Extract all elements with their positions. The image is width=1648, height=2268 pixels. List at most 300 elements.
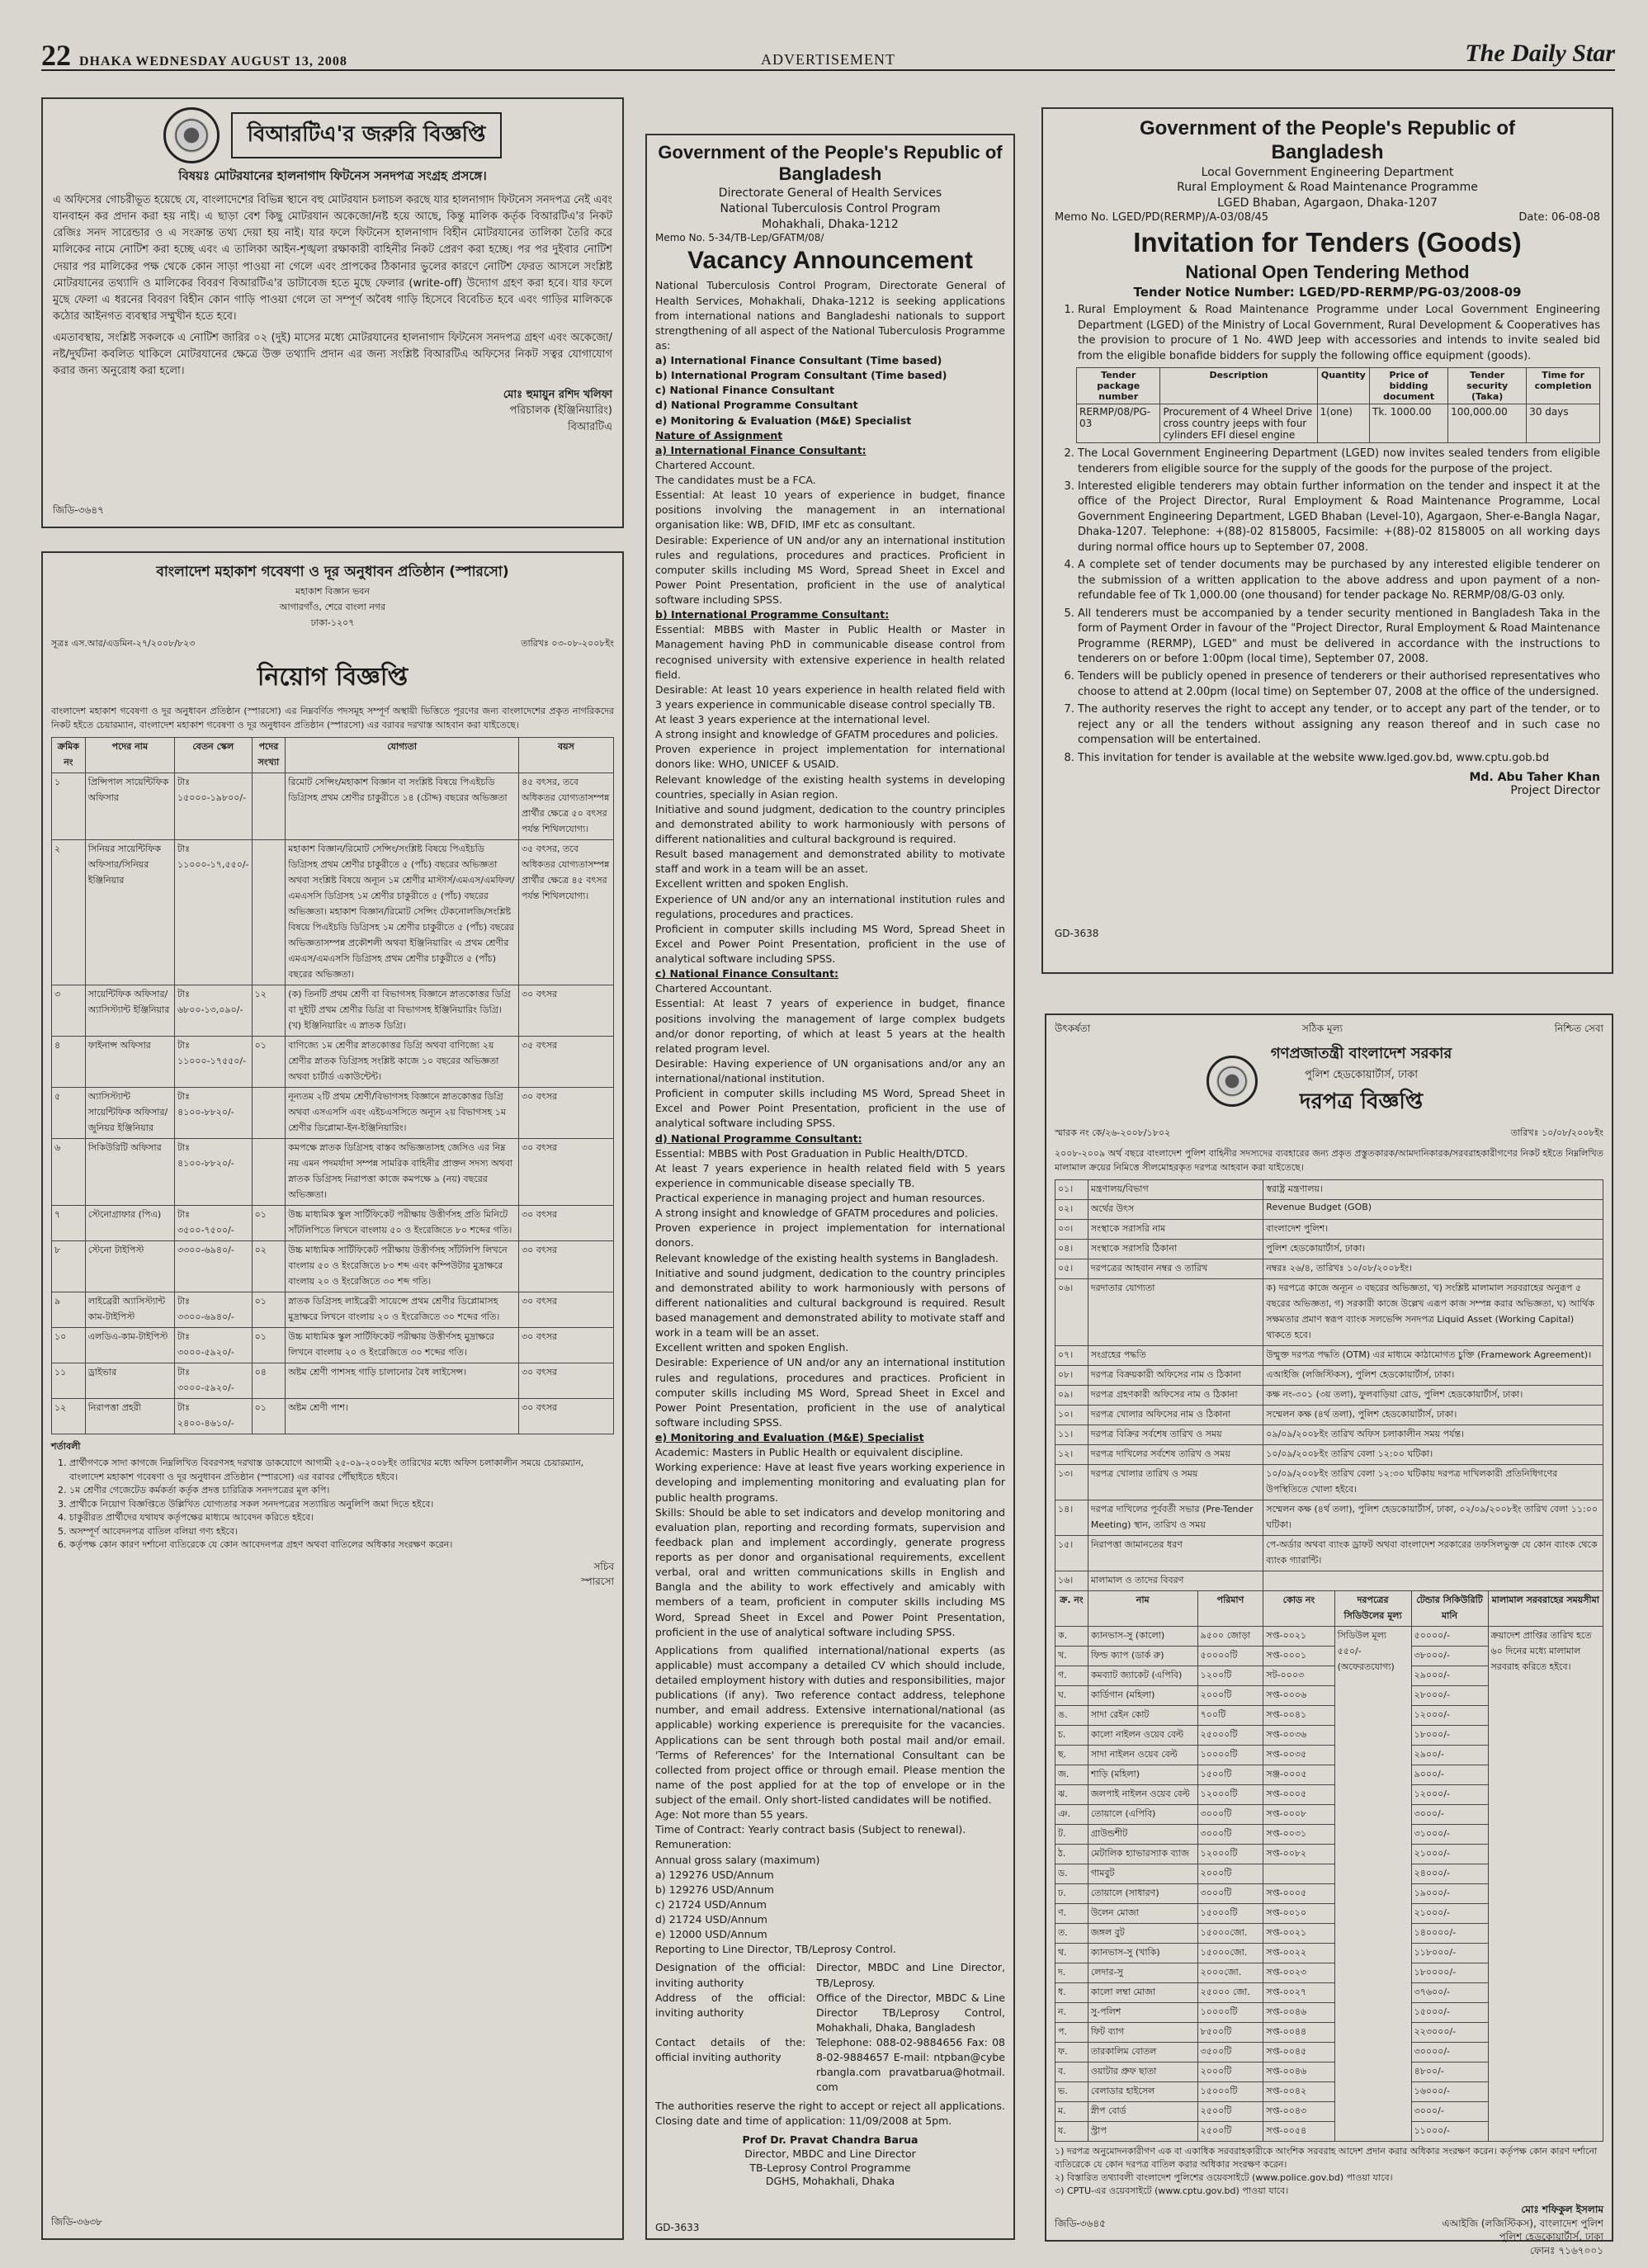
table-cell: ১৫০০০জো. xyxy=(1197,1924,1263,1944)
ntp-salary: e) 12000 USD/Annum xyxy=(655,1928,767,1941)
table-cell: ১৯০০০/- xyxy=(1411,1884,1488,1904)
table-cell: ৩০ বৎসর xyxy=(518,1363,613,1399)
table-row xyxy=(1055,1425,1603,1445)
ntp-section-line: Proven experience in project implementation for international donors like: WHO, UNICEF & USAID. xyxy=(655,743,1005,771)
table-cell: সংগ্রহের পদ্ধতি xyxy=(1088,1346,1263,1366)
table-cell: য. xyxy=(1055,2122,1088,2142)
table-cell: সপ্ত-০০০৮ xyxy=(1263,1805,1334,1825)
table-row xyxy=(1055,1180,1603,1200)
lged-item: 5. All tenderers must be accompanied by a tender security mentioned in Bangladesh Taka in the form of Payment Order in favour of the "Project Director, Rural Employment & Road Maintenance Programme (RERMP), LGED" and must be delivered in accordance with the instructions to tenderers on or before 1:00pm (local time), September 07, 2008. xyxy=(1078,607,1600,668)
table-cell: উচ্চ মাধ্যমিক স্কুল সার্টিফিকেট পরীক্ষায় উত্তীর্ণসহ মুদ্রাক্ষরে লিখনে বাংলায় ২০ ও ইংরেজিতে ৩০ শব্দের গতি। xyxy=(286,1328,519,1363)
table-cell: ০১ xyxy=(252,1328,286,1363)
table-cell: সপ্ত-০০৮২ xyxy=(1263,1845,1334,1864)
police-signer-phone: ফোনঃ ৭১৬৭০০১ xyxy=(1529,2245,1603,2257)
ntp-section-line: Experience of UN and/or any an international institution rules and regulations, procedures and practices. xyxy=(655,892,1005,920)
police-col-name: নাম xyxy=(1088,1591,1197,1627)
col-count: পদের সংখ্যা xyxy=(252,738,286,773)
table-cell: ১৫০০০জো. xyxy=(1197,1944,1263,1963)
ntp-memo: Memo No. 5-34/TB-Lep/GFATM/08/ xyxy=(655,232,824,244)
ntp-address-label: Address of the official inviting authority xyxy=(655,1991,803,2019)
table-row xyxy=(1055,1445,1603,1465)
ntp-signer: Prof Dr. Pravat Chandra Barua xyxy=(742,2133,918,2146)
lged-notice-number: Tender Notice Number: LGED/PD-RERMP/PG-03/2008-09 xyxy=(1133,285,1522,300)
table-cell: দরপত্র গ্রহণকারী অফিসের নাম ও ঠিকানা xyxy=(1088,1386,1263,1406)
table-cell: ১২০০০টি xyxy=(1197,1785,1263,1805)
table-cell: উন্মুক্ত দরপত্র পদ্ধতি (OTM) এর মাধ্যমে কাঠামোগত চুক্তি (Framework Agreement)। xyxy=(1263,1346,1603,1366)
brta-org: বিআরটিএ xyxy=(568,420,612,433)
table-cell: স্টেনোগ্রাফার (পিএ) xyxy=(85,1206,174,1241)
table-cell xyxy=(252,773,286,840)
ntp-section-line: A strong insight and knowledge of GFATM procedures and policies. xyxy=(655,1207,999,1220)
table-row xyxy=(1055,1259,1603,1279)
police-memo: স্মারক নং কে/২৬-২০০৮/১৮০২ xyxy=(1055,1127,1171,1138)
sparrso-address-3: ঢাকা-১২০৭ xyxy=(310,617,355,628)
list-item: 3. প্রার্থীকে নিয়োগ বিজ্ঞপ্তিতে উল্লিখিত যোগ্যতার সকল সনদপত্রের সত্যায়িত অনুলিপি জমা দিতে হইবে। xyxy=(69,1498,614,1512)
table-cell: তোয়ালে (সাধারণ) xyxy=(1088,1884,1197,1904)
ntp-salary: b) 129276 USD/Annum xyxy=(655,1883,774,1896)
table-cell: ৩৫০০টি xyxy=(1197,2043,1263,2062)
table-cell: ১১৮০০০/- xyxy=(1411,1944,1488,1963)
table-row xyxy=(52,1037,614,1088)
table-cell: ২৯০০০/- xyxy=(1411,1666,1488,1686)
table-cell: ণ. xyxy=(1055,1904,1088,1924)
table-cell: ১৫০০টি xyxy=(1197,1765,1263,1785)
table-cell: ৫ xyxy=(52,1088,86,1139)
table-cell: ২৫০০০টি xyxy=(1197,1726,1263,1746)
table-cell: অষ্টম শ্রেণী পাশসহ গাড়ি চালানোর বৈধ লাইসেন্স। xyxy=(286,1363,519,1399)
table-row xyxy=(52,1206,614,1241)
table-row xyxy=(52,1292,614,1328)
ntp-section-line: Desirable: At least 10 years experience in health related field with 3 years experience in communicable disease control specially TB. xyxy=(655,683,1005,711)
ntp-section xyxy=(655,443,1005,607)
table-cell: মালামাল ও তাদের বিবরণ xyxy=(1088,1571,1263,1591)
table-cell: রিমোট সেন্সিং/মহাকাশ বিজ্ঞান বা সংশ্লিষ্ট বিষয়ে পিএইচডি ডিগ্রিসহ প্রথম শ্রেণীর চাকুরীতে ১৪ (চৌদ্দ) বছরের অভিজ্ঞতা xyxy=(286,773,519,840)
table-cell: ৮৫০০টি xyxy=(1197,2023,1263,2043)
table-cell: ২১০০০/- xyxy=(1411,1904,1488,1924)
table-cell: ১২০০০/- xyxy=(1411,1785,1488,1805)
table-row xyxy=(52,1363,614,1399)
table-cell: সাদা রেইন কোট xyxy=(1088,1706,1197,1726)
lged-item: 2. The Local Government Engineering Department (LGED) now invites sealed tenders from eligible tenderers from eligible source for the supply of the goods for the purpose of the project. xyxy=(1078,447,1600,477)
sparrso-table xyxy=(51,737,614,1434)
brta-para-1: এ অফিসের গোচরীভূত হয়েছে যে, বাংলাদেশের বিভিন্ন স্থানে বহু মোটরযান চলাচল করছে যার হালনাগাদ ফিটনেস সনদপত্র নেই এবং যানবাহন কর প্রদান করা হয় নাই। এ ছাড়া বেশ কিছু মোটরযান অকেজো/নষ্ট হয়ে আছে, কিন্তু মালিক কর্তৃক বিআরটিএ'র নিকট রেজিঃ সনদ সারেন্ডার ও এ সংক্রান্ত তথ্য দেয়া হয় নাই। যার ফলে ফিটনেস হালনাগাদ বিহীন মোটরযানের তালিকা তৈরি করে মালিকের নামে নোটিশ করা হচ্ছে এবং এ তালিকা আইন-শৃঙ্খলা রক্ষাকারী বাহিনীর নিকট প্রেরণ করা হচ্ছে। পর পর দুইবার নোটিশ দেয়ার পর মালিকের পক্ষ থেকে কোন সাড়া পাওয়া না গেলে এবং প্রাপকের ঠিকানার ভুলের কারণে নোটিশ ফেরত আসলে সংশ্লিষ্ট মোটরযানের তথ্যাদি ও মালিকের বিবরণ বিআরটিএ'র ডাটাবেজ হতে মুছে ফেলার (write-off) উদ্যোগ গ্রহণ করা হবে। যার ফলে মুছে ফেলা এ ধরনের বিবরণ বিহীন কোন গাড়ি পাওয়া গেলে তা সম্পূর্ণ অবৈধ গাড়ি হিসেবে বিবেচিত হবে এবং গাড়ির মালিককে কঠোর আইনগত ব্যবস্থার সম্মুখীন হতে হবে। xyxy=(53,194,612,323)
lged-tender-notice xyxy=(1041,107,1613,974)
ntp-positions xyxy=(655,353,1005,428)
table-cell: ৫০০০০/- xyxy=(1411,1627,1488,1647)
table-cell: উচ্চ মাধ্যমিক স্কুল সার্টিফিকেট পরীক্ষায় উত্তীর্ণসহ প্রতি মিনিটে সাঁটলিপিতে লিখনে বাংলায় ৫০ ও ইংরেজিতে ৮০ শব্দের গতি। xyxy=(286,1206,519,1241)
police-signer-org: পুলিশ হেডকোয়ার্টার্স, ঢাকা xyxy=(1499,2231,1603,2243)
list-item: 5. অসম্পূর্ণ আবেদনপত্র বাতিল বলিয়া গণ্য হইবে। xyxy=(69,1525,614,1539)
table-row xyxy=(1055,1386,1603,1406)
police-footer-3: ৩) CPTU-এর ওয়েবসাইটে (www.cptu.gov.bd) পাওয়া যাবে। xyxy=(1055,2185,1289,2196)
table-cell: দ. xyxy=(1055,1963,1088,1983)
lged-cell-security: 100,000.00 xyxy=(1448,404,1527,443)
table-cell: ০৮। xyxy=(1055,1366,1088,1386)
table-cell: ঢ. xyxy=(1055,1884,1088,1904)
ntp-reporting: Reporting to Line Director, TB/Leprosy Control. xyxy=(655,1943,896,1956)
table-cell: লেদার-সু xyxy=(1088,1963,1197,1983)
lged-item: 4. A complete set of tender documents may be purchased by any interested eligible tenderer on the submission of a written application to the above address and upon payment of a non-refundable fee of Tk 1,000.00 (one thousand) for tender package No. RERMP/08/G-03 only. xyxy=(1078,558,1600,603)
ntp-contact-label: Contact details of the official inviting authority xyxy=(655,2036,803,2064)
lged-table xyxy=(1076,367,1600,443)
table-cell: সম্মেলন কক্ষ (৪র্থ তলা), পুলিশ হেডকোয়ার্টার্স, ঢাকা। xyxy=(1263,1406,1603,1425)
ntp-signer-4: DGHS, Mohakhali, Dhaka xyxy=(765,2175,895,2188)
table-cell: ০১ xyxy=(252,1292,286,1328)
police-tag-center: সঠিক মূল্য xyxy=(1301,1023,1343,1034)
table-cell: টাঃ ৪১০০-৮৮২০/- xyxy=(174,1088,252,1139)
table-cell: সপ্ত-০০৫৪ xyxy=(1263,2122,1334,2142)
lged-col-time: Time for completion xyxy=(1527,368,1600,404)
police-tender-notice xyxy=(1045,1014,1613,2257)
sparrso-intro: বাংলাদেশ মহাকাশ গবেষণা ও দূর অনুধাবন প্রতিষ্ঠান (স্পারসো) এর নিম্নবর্ণিত পদসমূহ সম্পূর্ণ অস্থায়ী ভিত্তিতে পূরণের জন্য বাংলাদেশের প্রকৃত নাগরিকদের নিকট হইতে চেয়ারম্যান, বাংলাদেশ মহাকাশ গবেষণা ও দূর অনুধাবন প্রতিষ্ঠান (স্পারসো) এর বরাবর দরখাস্ত আহবান করা যাইতেছে। xyxy=(51,706,614,731)
lged-cell-time: 30 days xyxy=(1527,404,1600,443)
table-cell: ক. xyxy=(1055,1627,1088,1647)
ntp-section-line: Working experience: Have at least five years working experience in developing and implementing monitoring and evaluating plan for public health programs. xyxy=(655,1461,1005,1504)
lged-signer-title: Project Director xyxy=(1510,784,1600,798)
table-row xyxy=(1055,1200,1603,1220)
table-cell: ত. xyxy=(1055,1924,1088,1944)
table-cell: নিরাপত্তা প্রহরী xyxy=(85,1399,174,1434)
ntp-salary: c) 21724 USD/Annum xyxy=(655,1897,767,1911)
table-row xyxy=(52,1088,614,1139)
table-cell: সপ্ত-০০২২ xyxy=(1263,1944,1334,1963)
table-cell: সপ্ত-০০২১ xyxy=(1263,1627,1334,1647)
table-cell: মেটালিক হ্যাভারস্যাক ব্যাজ xyxy=(1088,1845,1197,1864)
ntp-section-line: A strong insight and knowledge of GFATM procedures and policies. xyxy=(655,728,999,741)
table-cell: স্ট্রাপ xyxy=(1088,2122,1197,2142)
table-cell: সঞ্জ-০০০৫ xyxy=(1263,1765,1334,1785)
police-col-schedule: দরপত্রের সিডিউলের মূল্য xyxy=(1334,1591,1411,1627)
ntp-section-line: Desirable: Having experience of UN organisations and/or any an international/national institution. xyxy=(655,1056,1005,1085)
lged-gov: Government of the People's Republic of Bangladesh xyxy=(1139,117,1516,163)
table-cell: ১২০০টি xyxy=(1197,1666,1263,1686)
table-cell: ১২। xyxy=(1055,1445,1088,1465)
ntp-address-value: Office of the Director, MBDC & Line Director TB/Leprosy Control, Mohakhali, Dhaka, Bangladesh xyxy=(816,1991,1005,2034)
table-cell: ঠ. xyxy=(1055,1845,1088,1864)
sparrso-code: জিডি-৩৬৩৮ xyxy=(51,2216,102,2228)
table-cell: ফাইনান্স অফিসার xyxy=(85,1037,174,1088)
table-cell: ২০০০জো. xyxy=(1197,1963,1263,1983)
table-cell: ২২৩০০০/- xyxy=(1411,2023,1488,2043)
table-cell: ড. xyxy=(1055,1864,1088,1884)
table-cell: ১৮০০০০/- xyxy=(1411,1963,1488,1983)
table-row xyxy=(52,1399,614,1434)
table-cell: সু-পলিশ xyxy=(1088,2003,1197,2023)
lged-memo: Memo No. LGED/PD(RERMP)/A-03/08/45 xyxy=(1055,211,1268,224)
table-cell: ১০/০৯/২০০৮ইং তারিখ বেলা ১২:০০ ঘটিকা। xyxy=(1263,1445,1603,1465)
ntp-position: d) National Programme Consultant xyxy=(655,399,858,412)
ntp-time: Time of Contract: Yearly contract basis (Subject to renewal). xyxy=(655,1823,966,1836)
ntp-position: c) National Finance Consultant xyxy=(655,384,835,397)
table-cell: সপ্ত-০০৪৩ xyxy=(1263,2102,1334,2122)
table-cell: ১৩। xyxy=(1055,1465,1088,1500)
table-cell: ট. xyxy=(1055,1825,1088,1845)
table-cell: সিকিউরিটি অফিসার xyxy=(85,1139,174,1206)
table-cell: শাড়ি (মহিলা) xyxy=(1088,1765,1197,1785)
table-cell: লাইব্রেরী অ্যাসিস্ট্যান্ট কাম-টাইপিস্ট xyxy=(85,1292,174,1328)
table-cell: ০৯। xyxy=(1055,1386,1088,1406)
sparrso-title: বাংলাদেশ মহাকাশ গবেষণা ও দূর অনুধাবন প্রতিষ্ঠান (স্পারসো) xyxy=(156,564,509,580)
ntp-contact-value: Telephone: 088-02-9884656 Fax: 088-02-9884657 E-mail: ntpban@cyberbangla.com pravatbarua@hotmail.com xyxy=(816,2036,1005,2094)
table-cell: ক্যানভাস-সু (কালো) xyxy=(1088,1627,1197,1647)
sparrso-notice xyxy=(41,551,624,2240)
sparrso-conditions xyxy=(51,1457,614,1552)
table-cell: ৩০ বৎসর xyxy=(518,1292,613,1328)
brta-signer: মোঃ হুমায়ুন রশিদ খলিফা xyxy=(503,388,612,401)
table-cell: টাঃ ৪১০০-৮৮২০/- xyxy=(174,1139,252,1206)
table-cell: ঞ. xyxy=(1055,1805,1088,1825)
ntp-position: e) Monitoring & Evaluation (M&E) Specialist xyxy=(655,413,912,427)
ntp-code: GD-3633 xyxy=(655,2222,700,2233)
table-cell: ৪ xyxy=(52,1037,86,1088)
table-row xyxy=(1055,1240,1603,1259)
table-cell: মন্ত্রণালয়/বিভাগ xyxy=(1088,1180,1263,1200)
police-signer-title: এআইজি (লজিস্টিকস), বাংলাদেশ পুলিশ xyxy=(1442,2217,1603,2229)
table-cell: সপ্ত-০০০৫ xyxy=(1263,1884,1334,1904)
table-cell: ৩০০০০/- xyxy=(1411,2043,1488,2062)
ntp-position: a) International Finance Consultant (Time based) xyxy=(655,354,942,367)
table-cell: ০২। xyxy=(1055,1200,1088,1220)
table-cell: ফিল্ড ক্যাপ (ডার্ক রু) xyxy=(1088,1647,1197,1666)
table-cell: নূন্যতম ২টি প্রথম শ্রেণী/বিভাগসহ বিজ্ঞানে স্নাতকোত্তর ডিগ্রি অথবা এসএসসি এবং এইচএসসিতে অন্যূন ২য় বিভাগসহ ১ম শ্রেণীর ডিপ্লোমা-ইন-ইঞ্জিনিয়ারিং। xyxy=(286,1088,519,1139)
table-cell: দরদাতার যোগ্যতা xyxy=(1088,1279,1263,1346)
sparrso-org: স্পারসো xyxy=(580,1575,614,1587)
table-cell: সপ্ত-০০৩৫ xyxy=(1263,1746,1334,1765)
ntp-apply: Applications from qualified international/national experts (as applicable) must accompany a detailed CV which should include, detailed employment history with duties and responsibilities, major publications (if any). Two reference contact address, telephone number, and email address. Extensive international/national (as applicable) working experience is prerequisite for the vacancies. Applications can be sent through both postal mail and/or email. 'Terms of References' for the International Consultant can be collected from project office or through email. Please mention the name of the post applied for at the top of envelope or in the subject of the email. Only short-listed candidates will be notified. xyxy=(655,1643,1005,1807)
table-cell: উলেন মোজা xyxy=(1088,1904,1197,1924)
table-row xyxy=(52,1139,614,1206)
table-cell: টাঃ ২৪০০-৪৬১০/- xyxy=(174,1399,252,1434)
table-cell: ৩৭৬০০/- xyxy=(1411,1983,1488,2003)
table-cell: ২৪০০০/- xyxy=(1411,1864,1488,1884)
table-cell: জঙ্গল বুট xyxy=(1088,1924,1197,1944)
ntp-section-line: Initiative and sound judgment, dedication to the country principles and demonstrated ability to work harmoniously with persons of different nationalities and cultural background is required. Result based management and demonstrated ability to motivate staff and work in a team will be an asset. xyxy=(655,1266,1005,1340)
ntp-l1: Directorate General of Health Services xyxy=(718,186,942,200)
table-cell: খ. xyxy=(1055,1647,1088,1666)
lged-cell-quantity: 1(one) xyxy=(1317,404,1369,443)
list-item: 2. ১ম শ্রেণীর গেজেটেড কর্মকর্তা কর্তৃক প্রদত্ত চারিত্রিক সনদপত্রের মূল কপি। xyxy=(69,1484,614,1498)
table-row xyxy=(1055,1571,1603,1591)
table-cell: ১৪। xyxy=(1055,1500,1088,1536)
ntp-section xyxy=(655,607,1005,966)
sparrso-conditions-label: শর্তাবলী xyxy=(51,1441,81,1453)
ntp-section-line: Academic: Masters in Public Health or equivalent discipline. xyxy=(655,1446,964,1459)
table-row xyxy=(1055,1220,1603,1240)
table-cell: ২০০০টি xyxy=(1197,2062,1263,2082)
police-gov: গণপ্রজাতন্ত্রী বাংলাদেশ সরকার xyxy=(1270,1045,1452,1062)
table-cell xyxy=(252,840,286,985)
lged-item-1: 1. Rural Employment & Road Maintenance Programme under Local Government Engineering Department (LGED) of the Ministry of Local Government, Rural Development & Cooperatives has the provision to procure of 1 No. 4WD Jeep with accessories and intends to invite sealed bid from the eligible bonafide bidders for supply the following office equipment (goods). xyxy=(1078,303,1600,364)
table-row xyxy=(52,840,614,985)
table-row xyxy=(1055,1465,1603,1500)
table-cell: ০৪ xyxy=(252,1363,286,1399)
table-cell: ২১০০০/- xyxy=(1411,1845,1488,1864)
table-cell: (ক) তিনটি প্রথম শ্রেণী বা বিভাগসহ বিজ্ঞানে স্নাতকোত্তর ডিগ্রি বা দুইটি প্রথম শ্রেণীর ডিগ্রি বা বিভাগসহ ইঞ্জিনিয়ারিং ডিগ্রি। (খ) ইঞ্জিনিয়ারিং এ স্নাতক ডিগ্রি। xyxy=(286,985,519,1037)
table-cell: সপ্ত-০০২৭ xyxy=(1263,1983,1334,2003)
table-row xyxy=(1055,1366,1603,1386)
table-cell: ০১ xyxy=(252,1206,286,1241)
table-cell: ফিট ব্যাগ xyxy=(1088,2023,1197,2043)
table-cell: সপ্ত-০০১০ xyxy=(1263,1904,1334,1924)
table-cell: তোয়ালে (এপিবি) xyxy=(1088,1805,1197,1825)
ntp-section-line: Essential: At least 7 years of experience in budget, finance positions involving the management of large complex budgets and/or donor reporting, of which at least 5 years at the health related program level. xyxy=(655,997,1005,1055)
table-cell: মহাকাশ বিজ্ঞান/রিমোট সেন্সিং/সংশ্লিষ্ট বিষয়ে পিএইচডি ডিগ্রিসহ প্রথম শ্রেণীর চাকুরীতে ৫ (পাঁচ) বছরের অভিজ্ঞতা অথবা সংশ্লিষ্ট বিষয়ে অন্যূন ১ম শ্রেণীর মাস্টার্স/এমএস/এমফিল/এমএসসি ডিগ্রিসহ ১ম শ্রেণীর চাকুরীতে ৫ (পাঁচ) বছরের অভিজ্ঞতা। মহাকাশ বিজ্ঞান/রিমোট সেন্সিং টেকনোলজি/সংশ্লিষ্ট বিষয়ে পিএইচডি ডিগ্রিসহ ১ম শ্রেণীর চাকুরীতে ৫ (পাঁচ) বছরের অভিজ্ঞতাসম্পন্ন প্রকৌশলী অথবা ইঞ্জিনিয়ারিং এ প্রথম শ্রেণীর এমএস/এমএসসি ডিগ্রিসহ প্রথম শ্রেণীর চাকুরীতে ৫ (পাঁচ) বছরের অভিজ্ঞতা। xyxy=(286,840,519,985)
ntp-section xyxy=(655,1430,1005,1640)
ntp-section-line: Chartered Accountant. xyxy=(655,982,772,995)
table-cell: ১৫০০০টি xyxy=(1197,2082,1263,2102)
table-row xyxy=(52,1241,614,1292)
table-cell: ১৬। xyxy=(1055,1571,1088,1591)
table-cell: স্বরাষ্ট্র মন্ত্রণালয়। xyxy=(1263,1180,1603,1200)
lged-col-description: Description xyxy=(1160,368,1317,404)
table-cell: ছ. xyxy=(1055,1746,1088,1765)
table-cell: সপ্ত-০০৩১ xyxy=(1263,1825,1334,1845)
table-cell: কক্ষ নং-৩০১ (৩য় তলা), ফুলবাড়িয়া রোড, পুলিশ হেডকোয়ার্টার্স, ঢাকা। xyxy=(1263,1386,1603,1406)
ntp-section-line: Desirable: Experience of UN and/or any an international institution rules and regulations, procedures and practices. Proficient in computer skills including MS Word, Spread Sheet in Excel and Power Point Presentation, proficient in the use of analytical software including SPSS. xyxy=(655,533,1005,607)
police-delivery: ক্রয়াদেশ প্রাপ্তির তারিখ হতে ৬০ দিনের মধ্যে মালামাল সরবরাহ করিতে হইবে। xyxy=(1488,1627,1603,2142)
table-row xyxy=(52,1328,614,1363)
lged-item: 7. The authority reserves the right to accept any tender, or to accept any part of the tender, or to reject any or all the tenders without assigning any reason thereof and in such case no compensation will be entertained. xyxy=(1078,702,1600,748)
table-cell: নিরাপত্তা জামানতের ধরণ xyxy=(1088,1536,1263,1571)
table-cell: পুলিশ হেডকোয়ার্টার্স, ঢাকা। xyxy=(1263,1240,1603,1259)
lged-table-row xyxy=(1077,404,1600,443)
table-cell: সপ্ত-০০৪৬ xyxy=(1263,2062,1334,2082)
ntp-section-head: b) International Programme Consultant: xyxy=(655,608,890,621)
ntp-l3: Mohakhali, Dhaka-1212 xyxy=(762,217,899,231)
ntp-gov: Government of the People's Republic of Bangladesh xyxy=(658,142,1003,185)
lged-title: Invitation for Tenders (Goods) xyxy=(1133,227,1522,258)
table-cell: ৩০ বৎসর xyxy=(518,1088,613,1139)
table-cell: ৩০০০টি xyxy=(1197,1805,1263,1825)
table-cell: ০১ xyxy=(252,1399,286,1434)
table-cell: সট-০০০৩ xyxy=(1263,1666,1334,1686)
table-cell: ১৬০০০/- xyxy=(1411,2082,1488,2102)
table-cell: ৮ xyxy=(52,1241,86,1292)
police-emblem-icon xyxy=(1206,1056,1258,1107)
police-col-delivery: মালামাল সরবরাহের সময়সীমা xyxy=(1488,1591,1603,1627)
ntp-section-line: Skills: Should be able to set indicators and develop monitoring and evaluation plan, reporting and recording formats, supervision and feedback plan and implement accordingly, generate progress reports as per donor and organisational requirements, excellent verbal, oral and written communications skills in English and Bangla and the ability to work effectively and amicably with members of a team, proficient in computer skills including MS Word, Spread Sheet in Excel and Power Point Presentation, proficient in the use of analytical software including SPSS. xyxy=(655,1505,1005,1638)
table-cell: ৯৫০০ জোড়া xyxy=(1197,1627,1263,1647)
ntp-salary: a) 129276 USD/Annum xyxy=(655,1868,774,1881)
col-post: পদের নাম xyxy=(85,738,174,773)
table-cell: সপ্ত-০০২৩ xyxy=(1263,1963,1334,1983)
table-cell: ৩৫ বৎসর xyxy=(518,1037,613,1088)
ntp-position: b) International Program Consultant (Time based) xyxy=(655,369,947,382)
table-cell: ৯০০০/- xyxy=(1411,1765,1488,1785)
table-cell: ৪৮০০/- xyxy=(1411,2062,1488,2082)
table-cell: টাঃ ৩৩০০-৬৯৪০/- xyxy=(174,1292,252,1328)
ntp-section-line: Essential: At least 10 years of experience in budget, finance positions involving the management in an international organisation like: WB, DFID, IMF etc as consultant. xyxy=(655,489,1005,532)
table-cell: ৩৮০০০/- xyxy=(1411,1647,1488,1666)
table-row xyxy=(52,985,614,1037)
lged-method: National Open Tendering Method xyxy=(1185,262,1470,283)
police-col-security: টেন্ডার সিকিউরিটি মানি xyxy=(1411,1591,1488,1627)
brta-notice xyxy=(41,97,624,528)
brta-signature xyxy=(53,387,612,436)
table-cell: ওয়াটার প্রুফ ছাতা xyxy=(1088,2062,1197,2082)
table-cell xyxy=(252,1139,286,1206)
table-cell: ১১০০০/- xyxy=(1411,2122,1488,2142)
table-cell: সাদা নাইলন ওয়েব বেল্ট xyxy=(1088,1746,1197,1765)
table-cell xyxy=(252,1088,286,1139)
lged-l2: Rural Employment & Road Maintenance Programme xyxy=(1177,181,1478,195)
lged-item: 6. Tenders will be publicly opened in presence of tenderers or their authorised representatives who choose to attend at 2.00pm (local time) on September 07, 2008 at the office of the undersigned. xyxy=(1078,669,1600,700)
table-cell: ৭ xyxy=(52,1206,86,1241)
sparrso-memo: সূত্রঃ এস.আর/এডমিন-২৭/২০০৮/৮২৩ xyxy=(51,638,196,649)
table-cell: অষ্টম শ্রেণী পাশ। xyxy=(286,1399,519,1434)
table-cell: প্রিন্সিপাল সায়েন্টিফিক অফিসার xyxy=(85,773,174,840)
brta-logo-icon xyxy=(163,107,220,163)
table-row xyxy=(1055,1627,1603,1647)
table-cell: ৯ xyxy=(52,1292,86,1328)
police-footer-1: ১) দরপত্র অনুমোদনকারীগণ এক বা একাধিক সরবরাহকারীকে আংশিক সরবরাহ আদেশ প্রদান করার অধিকার সংরক্ষণ করেন। কর্তৃপক্ষ কোন কারণ দর্শানো ব্যতিরেকে যে কোন দরপত্র বাতিল করার অধিকার সংরক্ষণ করেন। xyxy=(1055,2146,1598,2171)
list-item: 1. প্রার্থীগণকে সাদা কাগজে নিম্নলিখিত বিবরণসহ দরখাস্ত ডাকযোগে আগামী ২৫-০৯-২০০৮ইং তারিখের মধ্যে অফিস চলাকালীন সময়ে চেয়ারম্যান, বাংলাদেশ মহাকাশ গবেষণা ও দূর অনুধাবন প্রতিষ্ঠান (স্পারসো) এর বরাবর পৌঁছাইতে হইবে। xyxy=(69,1457,614,1484)
ntp-section-head: c) National Finance Consultant: xyxy=(655,967,839,980)
lged-item: 8. This invitation for tender is available at the website www.lged.gov.bd, www.cptu.gob.bd xyxy=(1078,751,1600,766)
table-cell: টাঃ ৩০০০-৫৯২০/- xyxy=(174,1363,252,1399)
table-cell: সপ্ত-০০৪৬ xyxy=(1263,2003,1334,2023)
police-info-table xyxy=(1055,1179,1603,1591)
table-cell: টাঃ ৩৫০০-৭৫০০/- xyxy=(174,1206,252,1241)
table-cell: ৬ xyxy=(52,1139,86,1206)
table-cell: উচ্চ মাধ্যমিক সার্টিফিকেট পরীক্ষায় উত্তীর্ণসহ সাঁটলিপি লিখনে বাংলায় ৫০ ও ইংরেজিতে ৮০ শব্দ এবং কম্পিউটার মুদ্রাক্ষরে বাংলায় ২০ ও ইংরেজিতে ৩০ শব্দ গতি। xyxy=(286,1241,519,1292)
lged-item: 3. Interested eligible tenderers may obtain further information on the tender and inspect it at the office of the Project Director, Rural Employment & Road Maintenance Programme, Local Government Engineering Department, LGED Bhaban (Level-10), Agargaon, Sher-e-Bangla Nagar, Dhaka-1207. Telephone: +(88)-02 8158005, Facsimile: +(88)-02 8158005 on all working days during normal office hours up to September 07, 2008. xyxy=(1078,480,1600,555)
table-cell: ১০/০৯/২০০৮ইং তারিখ বেলা ১২:৩০ ঘটিকায় দরপত্র দাখিলকারী প্রতিনিধিগণের উপস্থিতিতে খোলা হইবে। xyxy=(1263,1465,1603,1500)
ntp-signer-2: Director, MBDC and Line Director xyxy=(744,2147,916,2160)
table-cell: তারকালিম বোতল xyxy=(1088,2043,1197,2062)
police-intro: ২০০৮-২০০৯ অর্থ বছরে বাংলাদেশ পুলিশ বাহিনীর সদস্যদের ব্যবহারের জন্য প্রকৃত প্রস্তুতকারক/আমদানিকারক/সরবরাহকারীগণের নিকট হইতে নিম্নলিখিত মালামাল ক্রয়ের নিমিত্তে সীলমোহরকৃত দরপত্র আহবান করা যাইতেছে। xyxy=(1055,1148,1603,1174)
table-cell: ১২ xyxy=(52,1399,86,1434)
table-cell: টাঃ ১১০০০-১৭৫৫০/- xyxy=(174,1037,252,1088)
table-cell: ক্যানভাস-সু (খাকি) xyxy=(1088,1944,1197,1963)
table-cell: ৩০ বৎসর xyxy=(518,985,613,1037)
ntp-section-line: Proficient in computer skills including MS Word, Spread Sheet in Excel and Power Point Presentation, proficient in the use of analytical software including SPSS. xyxy=(655,1087,1005,1130)
list-item: 6. কর্তৃপক্ষ কোন কারণ দর্শানো ব্যতিরেকে যে কোন আবেদনপত্র গ্রহণ অথবা বাতিলের অধিকার সংরক্ষণ করেন। xyxy=(69,1538,614,1552)
ntp-signer-3: TB-Leprosy Control Programme xyxy=(749,2161,911,2174)
ntp-l2: National Tuberculosis Control Program xyxy=(720,201,941,215)
table-cell: জ. xyxy=(1055,1765,1088,1785)
issue-date: DHAKA WEDNESDAY AUGUST 13, 2008 xyxy=(79,54,347,69)
sparrso-heading: নিয়োগ বিজ্ঞপ্তি xyxy=(257,663,408,692)
police-schedule-price: সিডিউল মূল্য ৫৫০/- (অফেরতযোগ্য) xyxy=(1334,1627,1411,2142)
ntp-section-line: Excellent written and spoken English. xyxy=(655,877,849,891)
ntp-section-line: Practical experience in managing project and human resources. xyxy=(655,1192,985,1205)
table-cell: টাঃ ১৫০০০-১৯৮০০/- xyxy=(174,773,252,840)
table-cell: ধ. xyxy=(1055,1983,1088,2003)
list-item: 4. চাকুরীরত প্রার্থীদের যথাযথ কর্তৃপক্ষের মাধ্যমে আবেদন করিতে হইবে। xyxy=(69,1511,614,1525)
table-cell: সপ্ত-০০৪২ xyxy=(1263,2082,1334,2102)
sparrso-address-2: আগারগাঁও, শেরে বাংলা নগর xyxy=(279,602,386,612)
table-cell: ১২ xyxy=(252,985,286,1037)
ntp-title: Vacancy Announcement xyxy=(687,247,973,275)
table-cell: ২ xyxy=(52,840,86,985)
police-signer: মোঃ শফিকুল ইসলাম xyxy=(1521,2203,1603,2215)
ntp-closing: Closing date and time of application: 11/09/2008 at 5pm. xyxy=(655,2114,952,2127)
ntp-sections xyxy=(655,443,1005,1640)
brta-subject: বিষয়ঃ মোটরযানের হালনাগাদ ফিটনেস সনদপত্র সংগ্রহ প্রসঙ্গে। xyxy=(178,168,487,183)
table-cell: এআইজি (লজিস্টিকস), পুলিশ হেডকোয়ার্টার্স, ঢাকা। xyxy=(1263,1366,1603,1386)
col-serial: ক্রমিক নং xyxy=(52,738,86,773)
lged-col-package: Tender package number xyxy=(1077,368,1160,404)
masthead xyxy=(41,33,1615,71)
table-cell: ১৫০০০/- xyxy=(1411,2003,1488,2023)
table-cell: ৩০০০/- xyxy=(1411,2102,1488,2122)
table-cell: সিনিয়র সায়েন্টিফিক অফিসার/সিনিয়র ইঞ্জিনিয়ার xyxy=(85,840,174,985)
ntp-section-head: d) National Programme Consultant: xyxy=(655,1132,862,1145)
table-cell: স্নাতক ডিগ্রিসহ লাইব্রেরী সায়েন্সে প্রথম শ্রেণীর ডিপ্লোমাসহ মুদ্রাক্ষরে লিখনে বাংলায় ২০ ও ইংরেজিতে ৩০ শব্দের গতি। xyxy=(286,1292,519,1328)
table-cell: ০১। xyxy=(1055,1180,1088,1200)
lged-cell-package: RERMP/08/PG-03 xyxy=(1077,404,1160,443)
